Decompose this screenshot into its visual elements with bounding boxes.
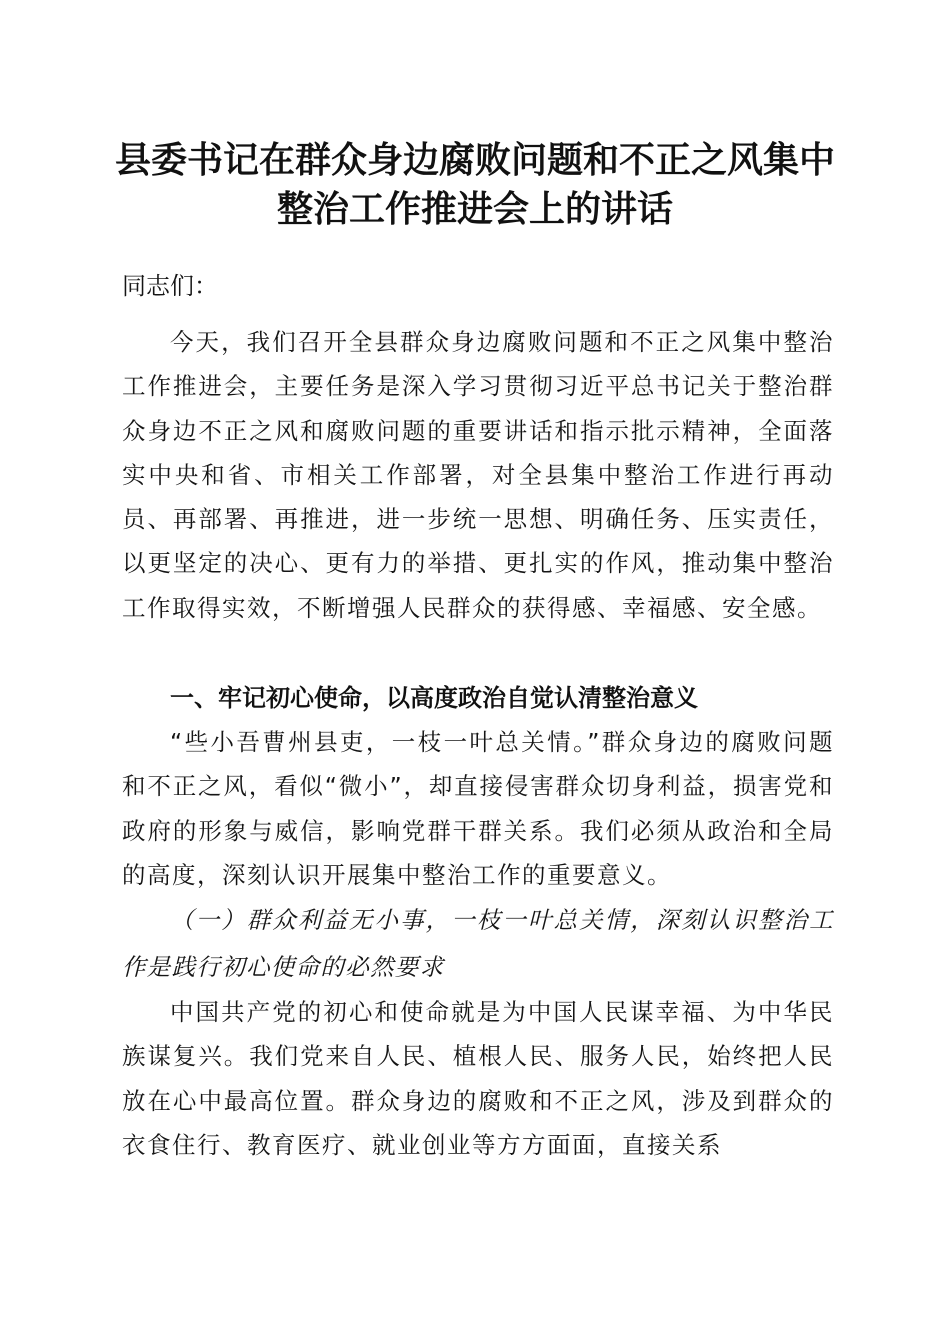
section-heading-1: 一、牢记初心使命，以高度政治自觉认清整治意义: [170, 684, 698, 712]
subsection-heading-1: （一）群众利益无小事，一枝一叶总关情，深刻认识整治工作是践行初心使命的必然要求: [122, 906, 834, 981]
opening-paragraph: 今天，我们召开全县群众身边腐败问题和不正之风集中整治工作推进会，主要任务是深入学习贯彻习近平总书记关于整治群众身边不正之风和腐败问题的重要讲话和指示批示精神，全面落实中央和省、市相关工作部署，对全县集中整治工作进行再动员、再部署、再推进，进一步统一思想、明确任务、压实责任，以更坚定的决心、更有力的举措、更扎实的作风，推动集中整治工作取得实效，不断增强人民群众的获得感、幸福感、安全感。: [122, 328, 834, 622]
subsection-1-paragraph: 中国共产党的初心和使命就是为中国人民谋幸福、为中华民族谋复兴。我们党来自人民、植根人民、服务人民，始终把人民放在心中最高位置。群众身边的腐败和不正之风，涉及到群众的衣食住行、教育医疗、就业创业等方方面面，直接关系: [122, 998, 834, 1159]
document-title-line-2: 整治工作推进会上的讲话: [276, 188, 673, 230]
section-1-paragraph: “些小吾曹州县吏，一枝一叶总关情。”群众身边的腐败问题和不正之风，看似“微小”，却直接侵害群众切身利益，损害党和政府的形象与威信，影响党群干群关系。我们必须从政治和全局的高度，深刻认识开展集中整治工作的重要意义。: [122, 728, 834, 889]
salutation: 同志们：: [122, 272, 218, 300]
document-title-line-1: 县委书记在群众身边腐败问题和不正之风集中: [114, 139, 835, 181]
